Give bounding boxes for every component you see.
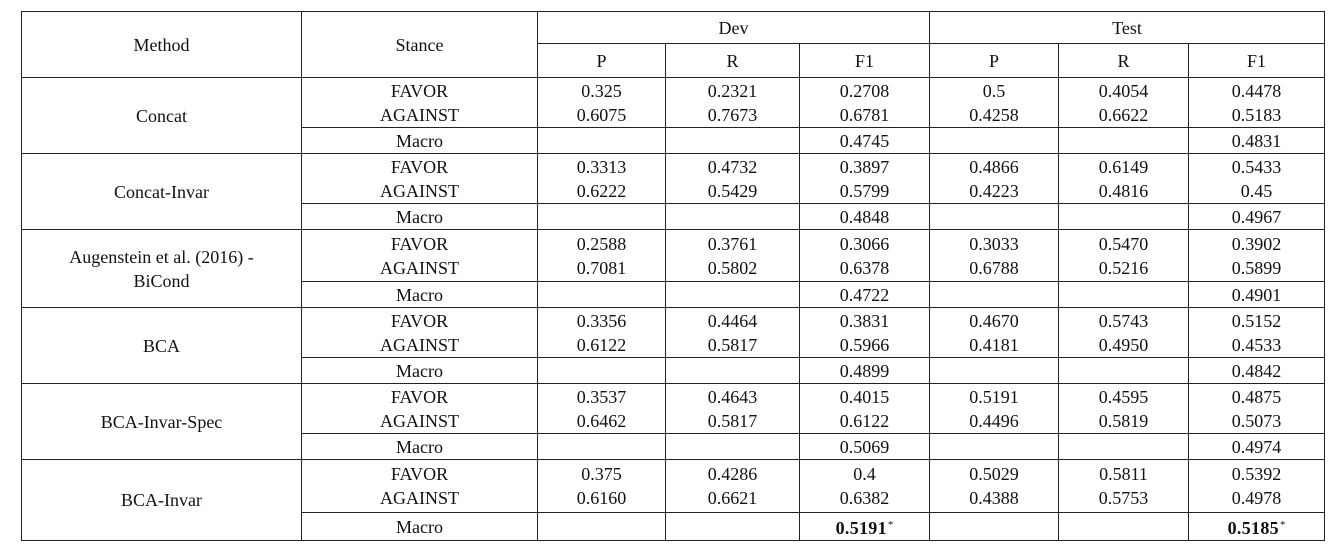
test-f1-cell: [1189, 384, 1325, 434]
dev-p-favor: 0.2588: [576, 233, 627, 254]
stance-favor: FAVOR: [390, 464, 449, 484]
test-r-favor: 0.4595: [1098, 386, 1149, 407]
result-row: [22, 78, 1325, 128]
dev-macro-r-empty: [666, 513, 800, 541]
method-label: BCA-Invar: [121, 490, 202, 510]
dev-p-against: 0.6075: [576, 104, 627, 125]
dev-p-favor: 0.3356: [576, 310, 627, 331]
dev-f1-against: 0.6378: [839, 257, 890, 278]
test-macro-r-empty: [1059, 128, 1189, 154]
test-p-against: 0.6788: [969, 257, 1019, 278]
test-r-against: 0.4950: [1098, 334, 1149, 355]
dev-f1-favor: 0.3066: [839, 233, 890, 254]
dev-macro-r-empty: [666, 204, 800, 230]
macro-label: Macro: [302, 282, 538, 308]
test-p-favor: 0.4670: [969, 310, 1019, 331]
test-f1-favor: 0.4875: [1231, 386, 1282, 407]
result-row: [22, 460, 1325, 513]
test-f1-cell: [1189, 154, 1325, 204]
test-macro-f1: [1189, 513, 1325, 541]
header-test-p: P: [930, 44, 1059, 78]
dev-r-cell: [666, 230, 800, 282]
results-table: [21, 11, 1325, 541]
method-label: Augenstein et al. (2016) -: [69, 246, 254, 267]
method-cell: [22, 78, 302, 154]
test-f1-against: 0.5073: [1231, 410, 1282, 431]
test-r-favor: 0.5811: [1099, 464, 1148, 484]
dev-f1-cell: [800, 308, 930, 358]
dev-r-favor: 0.4464: [707, 310, 758, 331]
test-r-against: 0.5753: [1098, 488, 1149, 508]
dev-p-favor: 0.3313: [576, 156, 627, 177]
dev-macro-f1: 0.4745: [800, 128, 930, 154]
test-f1-cell: [1189, 230, 1325, 282]
dev-p-against: 0.6462: [576, 410, 627, 431]
dev-macro-f1: 0.4899: [800, 358, 930, 384]
dev-r-favor: 0.4643: [707, 386, 758, 407]
method-label: BCA: [142, 335, 180, 356]
test-macro-p-empty: [930, 128, 1059, 154]
test-p-against: 0.4181: [969, 334, 1019, 355]
dev-f1-cell: [800, 154, 930, 204]
result-row: [22, 384, 1325, 434]
test-macro-mark: *: [1279, 519, 1286, 531]
test-macro-f1: 0.4967: [1189, 204, 1325, 230]
stance-against: AGAINST: [380, 410, 459, 431]
dev-f1-against: 0.5799: [839, 180, 890, 201]
stance-cell: [302, 230, 538, 282]
stance-against: AGAINST: [380, 180, 459, 201]
header-dev: Dev: [538, 12, 930, 44]
test-r-favor: 0.5743: [1098, 310, 1149, 331]
dev-f1-cell: [800, 460, 930, 513]
dev-p-cell: [538, 154, 666, 204]
dev-macro-f1: 0.5069: [800, 434, 930, 460]
test-macro-p-empty: [930, 434, 1059, 460]
header-stance: Stance: [302, 12, 538, 78]
dev-p-favor: 0.375: [581, 464, 622, 484]
test-p-favor: 0.5: [982, 80, 1006, 101]
dev-p-against: 0.7081: [576, 257, 627, 278]
test-p-cell: [930, 308, 1059, 358]
test-f1-against: 0.4533: [1231, 334, 1282, 355]
stance-favor: FAVOR: [390, 386, 449, 407]
test-p-against: 0.4223: [969, 180, 1019, 201]
stance-against: AGAINST: [380, 488, 459, 508]
dev-macro-p-empty: [538, 358, 666, 384]
test-f1-favor: 0.5392: [1231, 464, 1282, 484]
test-macro-f1: 0.4974: [1189, 434, 1325, 460]
test-macro-f1: 0.4831: [1189, 128, 1325, 154]
test-p-favor: 0.5191: [969, 386, 1019, 407]
test-f1-favor: 0.5433: [1231, 156, 1282, 177]
result-row: [22, 230, 1325, 282]
dev-f1-favor: 0.4: [853, 464, 876, 484]
dev-r-against: 0.6621: [707, 488, 758, 508]
test-r-cell: [1059, 384, 1189, 434]
test-f1-favor: 0.4478: [1231, 80, 1282, 101]
test-f1-favor: 0.3902: [1231, 233, 1282, 254]
test-r-cell: [1059, 460, 1189, 513]
test-r-against: 0.4816: [1098, 180, 1149, 201]
macro-label: Macro: [302, 434, 538, 460]
dev-r-against: 0.5817: [707, 334, 758, 355]
macro-label: Macro: [302, 513, 538, 541]
test-r-against: 0.6622: [1098, 104, 1149, 125]
dev-f1-favor: 0.4015: [839, 386, 890, 407]
dev-p-against: 0.6160: [576, 488, 627, 508]
dev-f1-favor: 0.3831: [839, 310, 890, 331]
dev-f1-cell: [800, 384, 930, 434]
test-macro-p-empty: [930, 204, 1059, 230]
header-dev-f1: F1: [800, 44, 930, 78]
method-cell: [22, 384, 302, 460]
dev-r-cell: [666, 384, 800, 434]
header-row-1: [22, 12, 1325, 44]
stance-cell: [302, 154, 538, 204]
test-p-against: 0.4388: [969, 488, 1019, 508]
test-p-cell: [930, 154, 1059, 204]
dev-r-favor: 0.3761: [707, 233, 758, 254]
test-r-cell: [1059, 154, 1189, 204]
dev-r-against: 0.5429: [707, 180, 758, 201]
test-r-cell: [1059, 78, 1189, 128]
dev-r-against: 0.7673: [707, 104, 758, 125]
dev-f1-cell: [800, 78, 930, 128]
test-p-favor: 0.5029: [969, 464, 1019, 484]
header-test-r: R: [1059, 44, 1189, 78]
dev-macro-p-empty: [538, 204, 666, 230]
test-r-cell: [1059, 308, 1189, 358]
stance-cell: [302, 308, 538, 358]
macro-label: Macro: [302, 128, 538, 154]
dev-f1-cell: [800, 230, 930, 282]
result-row: [22, 154, 1325, 204]
dev-p-cell: [538, 308, 666, 358]
dev-p-cell: [538, 78, 666, 128]
dev-macro-r-empty: [666, 282, 800, 308]
test-macro-f1: 0.4901: [1189, 282, 1325, 308]
dev-r-cell: [666, 154, 800, 204]
dev-macro-p-empty: [538, 513, 666, 541]
dev-f1-favor: 0.3897: [839, 156, 890, 177]
dev-macro-r-empty: [666, 358, 800, 384]
stance-against: AGAINST: [380, 104, 459, 125]
test-p-favor: 0.3033: [969, 233, 1019, 254]
dev-macro-f1-value: 0.5191: [835, 518, 887, 538]
method-label: Concat-Invar: [114, 181, 209, 202]
header-test: Test: [930, 12, 1325, 44]
test-r-against: 0.5216: [1098, 257, 1149, 278]
method-cell: [22, 230, 302, 308]
test-macro-r-empty: [1059, 434, 1189, 460]
header-dev-p: P: [538, 44, 666, 78]
test-f1-cell: [1189, 308, 1325, 358]
dev-macro-f1: 0.4848: [800, 204, 930, 230]
stance-favor: FAVOR: [390, 156, 449, 177]
stance-against: AGAINST: [380, 334, 459, 355]
dev-macro-p-empty: [538, 282, 666, 308]
test-p-cell: [930, 230, 1059, 282]
test-macro-r-empty: [1059, 513, 1189, 541]
stance-favor: FAVOR: [390, 233, 449, 254]
table-body: [22, 78, 1325, 541]
dev-p-against: 0.6222: [576, 180, 627, 201]
test-r-against: 0.5819: [1098, 410, 1149, 431]
dev-r-cell: [666, 78, 800, 128]
test-r-cell: [1059, 230, 1189, 282]
dev-macro-r-empty: [666, 128, 800, 154]
dev-p-favor: 0.3537: [576, 386, 627, 407]
macro-label: Macro: [302, 358, 538, 384]
dev-macro-r-empty: [666, 434, 800, 460]
test-macro-r-empty: [1059, 358, 1189, 384]
dev-f1-against: 0.5966: [839, 334, 890, 355]
dev-macro-mark: *: [887, 519, 894, 531]
method-label-line2: BiCond: [133, 270, 190, 291]
test-macro-r-empty: [1059, 282, 1189, 308]
test-r-favor: 0.5470: [1098, 233, 1149, 254]
test-macro-p-empty: [930, 282, 1059, 308]
dev-p-against: 0.6122: [576, 334, 627, 355]
dev-r-cell: [666, 460, 800, 513]
test-f1-against: 0.5899: [1231, 257, 1282, 278]
dev-f1-against: 0.6781: [839, 104, 890, 125]
dev-macro-f1: 0.4722: [800, 282, 930, 308]
test-f1-against: 0.45: [1240, 180, 1273, 201]
method-label: BCA-Invar-Spec: [100, 411, 223, 432]
test-f1-favor: 0.5152: [1231, 310, 1282, 331]
dev-p-favor: 0.325: [581, 80, 622, 101]
dev-f1-against: 0.6382: [839, 488, 890, 508]
stance-against: AGAINST: [380, 257, 459, 278]
method-cell: [22, 154, 302, 230]
stance-cell: [302, 384, 538, 434]
dev-macro-p-empty: [538, 434, 666, 460]
method-cell: [22, 460, 302, 541]
dev-r-favor: 0.4732: [707, 156, 758, 177]
dev-p-cell: [538, 230, 666, 282]
test-p-cell: [930, 384, 1059, 434]
dev-r-favor: 0.4286: [707, 464, 758, 484]
header-dev-r: R: [666, 44, 800, 78]
stance-cell: [302, 78, 538, 128]
method-cell: [22, 308, 302, 384]
method-label: Concat: [136, 105, 187, 126]
test-macro-f1: 0.4842: [1189, 358, 1325, 384]
test-f1-cell: [1189, 460, 1325, 513]
dev-r-favor: 0.2321: [707, 80, 758, 101]
stance-cell: [302, 460, 538, 513]
dev-r-against: 0.5817: [707, 410, 758, 431]
header-test-f1: F1: [1189, 44, 1325, 78]
test-p-against: 0.4258: [969, 104, 1019, 125]
dev-r-cell: [666, 308, 800, 358]
dev-f1-favor: 0.2708: [839, 80, 890, 101]
dev-macro-f1: [800, 513, 930, 541]
stance-favor: FAVOR: [390, 310, 449, 331]
dev-macro-p-empty: [538, 128, 666, 154]
header-method: Method: [22, 12, 302, 78]
stance-favor: FAVOR: [390, 80, 449, 101]
test-p-against: 0.4496: [969, 410, 1019, 431]
test-f1-cell: [1189, 78, 1325, 128]
test-macro-r-empty: [1059, 204, 1189, 230]
test-p-cell: [930, 460, 1059, 513]
result-row: [22, 308, 1325, 358]
test-f1-against: 0.5183: [1231, 104, 1282, 125]
test-macro-p-empty: [930, 513, 1059, 541]
test-macro-p-empty: [930, 358, 1059, 384]
test-f1-against: 0.4978: [1231, 488, 1282, 508]
test-p-favor: 0.4866: [969, 156, 1019, 177]
dev-p-cell: [538, 460, 666, 513]
test-r-favor: 0.6149: [1098, 156, 1149, 177]
dev-f1-against: 0.6122: [839, 410, 890, 431]
macro-label: Macro: [302, 204, 538, 230]
dev-p-cell: [538, 384, 666, 434]
test-p-cell: [930, 78, 1059, 128]
test-macro-f1-value: 0.5185: [1227, 518, 1279, 538]
dev-r-against: 0.5802: [707, 257, 758, 278]
test-r-favor: 0.4054: [1098, 80, 1149, 101]
